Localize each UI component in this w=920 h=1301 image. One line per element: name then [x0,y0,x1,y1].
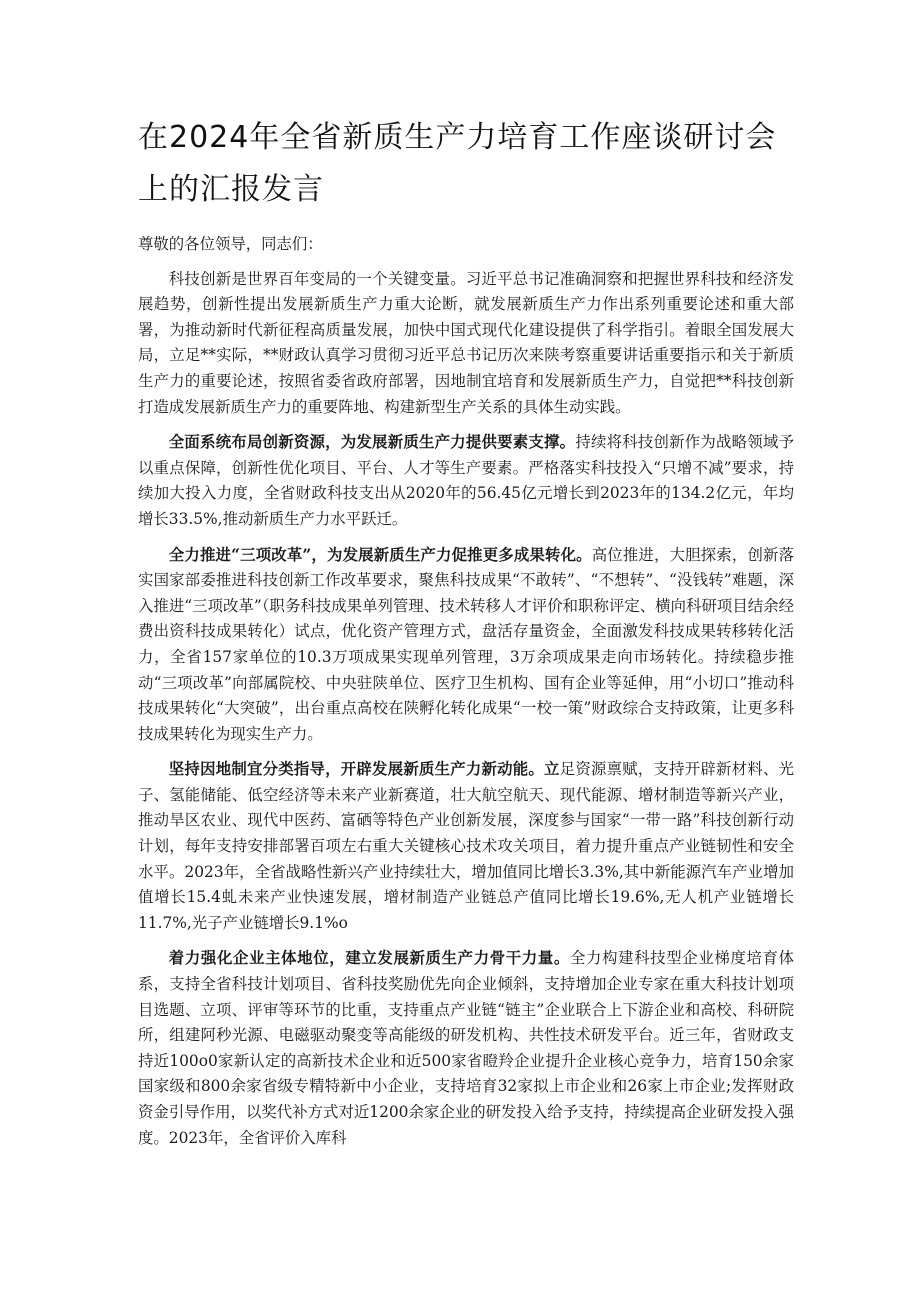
paragraph-intro [138,267,794,421]
paragraph-text: 科技创新是世界百年变局的一个关键变量。习近平总书记准确洞察和把握世界科技和经济发展趋势，创新性提出发展新质生产力重大论断，就发展新质生产力作出系列重要论述和重大部署，为推动新时代新征程高质量发展，加快中国式现代化建设提供了科学指引。着眼全国发展大局，立足**实际，**财政认真学习贯彻习近平总书记历次来陕考察重要讲话重要指示和关于新质生产力的重要论述，按照省委省政府部署，因地制宜培育和发展新质生产力，自觉把**科技创新打造成发展新质生产力的重要阵地、构建新型生产关系的具体生动实践。 [138,269,794,416]
paragraph-text: 全力构建科技型企业梯度培育体系，支持全省科技计划项目、省科技奖励优先向企业倾斜，支持增加企业专家在重大科技计划项目选题、立项、评审等环节的比重，支持重点产业链“链主”企业联合上下游企业和高校、科研院所，组建阿秒光源、电磁驱动聚变等高能级的研发机构、共性技术研发平台。近三年，省财政支持近100o0家新认定的高新技术企业和近500家省瞪羚企业提升企业核心竞争力，培育150余家国家级和800余家省级专精特新中小企业，支持培育32家拟上市企业和26家上市企业;发挥财政资金引导作用，以奖代补方式对近1200余家企业的研发投入给予支持，持续提高企业研发投入强度。2023年，全省评价入库科 [138,949,794,1147]
paragraph-enterprise [138,946,794,1151]
paragraph-text: 持续将科技创新作为战略领域予以重点保障，创新性优化项目、平台、人才等生产要素。严格落实科技投入“只增不减”要求，持续加大投入力度，全省财政科技支出从2020年的56.45亿元增长到2023年的134.2亿元，年均增长33.5%,推动新质生产力水平跃迁。 [138,433,794,528]
paragraph-local-conditions [138,757,794,936]
paragraph-text: 足资源禀赋，支持开辟新材料、光子、氢能储能、低空经济等未来产业新赛道，壮大航空航天、现代能源、增材制造等新兴产业，推动旱区农业、现代中医药、富硒等特色产业创新发展，深度参与国家“一带一路”科技创新行动计划，每年支持安排部署百项左右重大关键核心技术攻关项目，着力提升重点产业链韧性和安全水平。2023年，全省战略性新兴产业持续壮大，增加值同比增长3.3%,其中新能源汽车产业增加值增长15.4虬未来产业快速发展，增材制造产业链总产值同比增长19.6%,无人机产业链增长11.7%,光子产业链增长9.1%o [138,760,794,932]
paragraph-lead: 全面系统布局创新资源，为发展新质生产力提供要素支撑。 [168,433,576,452]
document-body [138,232,794,1161]
document-title: 在2024年全省新质生产力培育工作座谈研讨会上的汇报发言 [138,120,777,207]
paragraph-lead: 着力强化企业主体地位，建立发展新质生产力骨干力量。 [168,949,570,968]
paragraph-lead: 全力推进“三项改革”，为发展新质生产力促推更多成果转化。 [168,545,592,564]
salutation: 尊敬的各位领导，同志们： [138,235,323,253]
paragraph-lead: 坚持因地制宜分类指导，开辟发展新质生产力新动能。立 [168,760,560,779]
paragraph-three-reforms [138,543,794,748]
paragraph-innovation-resources [138,430,794,532]
paragraph-text: 高位推进，大胆探索，创新落实国家部委推进科技创新工作改革要求，聚焦科技成果“不敢转”、“不想转”、“没钱转”难题，深入推进“三项改革”（职务科技成果单列管理、技术转移人才评价和职称评定、横向科研项目结余经费出资科技成果转化）试点，优化资产管理方式，盘活存量资金，全面激发科技成果转移转化活力，全省157家单位的10.3万项成果实现单列管理，3万余项成果走向市场转化。持续稳步推动“三项改革”向部属院校、中央驻陕单位、医疗卫生机构、国有企业等延伸，用“小切口”推动科技成果转化“大突破”，出台重点高校在陕孵化转化成果“一校一策”财政综合支持政策，让更多科技成果转化为现实生产力。 [138,545,794,743]
